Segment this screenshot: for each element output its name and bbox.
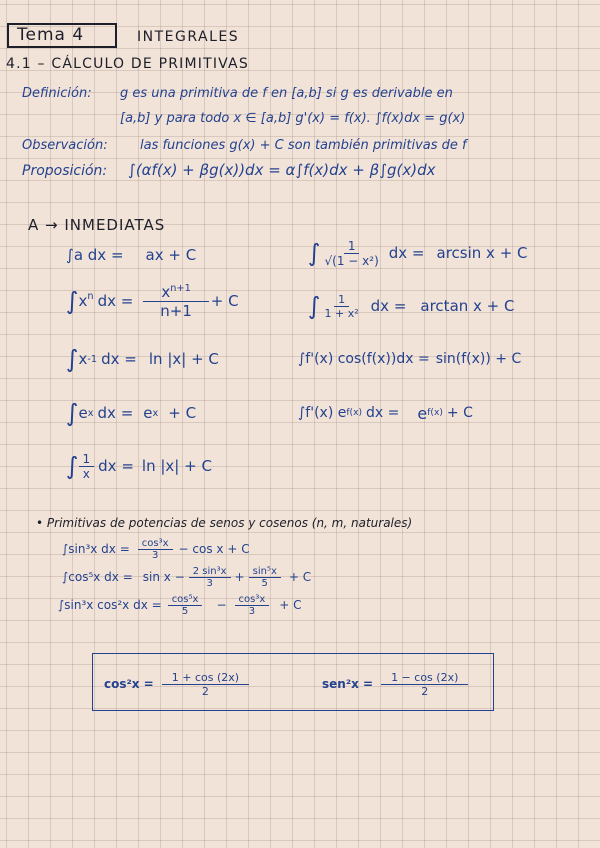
- powers-row2-a: sin x −: [142, 570, 185, 584]
- powers-row3: [58, 590, 302, 620]
- arctan-fraction: [321, 293, 363, 320]
- sen-squared-lhs: sen²x =: [322, 677, 374, 691]
- formula-arcsin: [308, 230, 528, 276]
- exp-composite-lhs: ∫f'(x) e: [298, 405, 347, 421]
- powers-row2-fraction1: [189, 566, 231, 589]
- powers-row3-tail: + C: [279, 598, 302, 612]
- one-over-x-fraction: [79, 452, 95, 481]
- exp-exp: x: [87, 407, 94, 419]
- power-num-base: x: [161, 282, 171, 301]
- powers-row3-den2: 3: [248, 605, 256, 617]
- powers-row2-num1: 2 sin³x: [189, 566, 231, 578]
- arcsin-dx: dx =: [388, 244, 425, 262]
- arcsin-fraction: [321, 239, 383, 268]
- powers-row2-plus: +: [234, 570, 245, 584]
- power-dx: dx =: [97, 292, 134, 310]
- definition-line1: g es una primitiva de f en [a,b] si g es derivable en: [120, 86, 453, 101]
- formula-cos-composite: [298, 342, 521, 376]
- formula-constant: [66, 240, 196, 270]
- integral-sign: ∫: [308, 292, 321, 320]
- immediate-heading: A → INMEDIATAS: [28, 216, 166, 234]
- cos-composite-rhs: sin(f(x)) + C: [435, 351, 522, 367]
- recip-exp: -1: [87, 353, 98, 365]
- powers-row3-minus: −: [216, 598, 227, 612]
- formula-constant-lhs: ∫a dx =: [66, 246, 124, 264]
- proposition-text: ∫(αf(x) + βg(x))dx = α∫f(x)dx + β∫g(x)dx: [128, 161, 436, 179]
- recip-dx: dx =: [101, 350, 137, 368]
- integral-sign: ∫: [66, 345, 79, 373]
- arcsin-den: √(1 − x²): [324, 253, 379, 268]
- powers-row1: [62, 534, 250, 564]
- exp-composite-rhs-tail: + C: [446, 405, 473, 421]
- identity-sen-squared: [322, 664, 468, 704]
- cos-squared-lhs: cos²x =: [104, 677, 154, 691]
- formula-arctan: [308, 284, 515, 328]
- exp-base: e: [78, 404, 88, 422]
- powers-row2-den2: 5: [261, 577, 268, 589]
- formula-constant-rhs: ax + C: [145, 246, 197, 264]
- exp-rhs-tail: + C: [168, 404, 197, 422]
- cos-composite-lhs: ∫f'(x) cos(f(x))dx =: [298, 351, 430, 367]
- power-tail: + C: [210, 292, 239, 310]
- formula-reciprocal-power: [66, 342, 219, 376]
- tema-title-box: [7, 23, 117, 48]
- exp-composite-dx: dx =: [366, 405, 400, 421]
- exp-composite-rhs-base: e: [417, 403, 428, 423]
- powers-row2-tail: + C: [288, 570, 312, 584]
- exp-composite-rhs-exp: f(x): [427, 408, 443, 418]
- integral-sign: ∫: [66, 452, 79, 480]
- powers-row3-lhs: ∫sin³x cos²x dx =: [58, 598, 162, 612]
- exp-dx: dx =: [97, 404, 134, 422]
- power-fraction: [143, 283, 208, 320]
- formula-one-over-x: [66, 446, 212, 486]
- recip-base: x: [78, 350, 88, 368]
- observation-label: Observación:: [22, 138, 108, 153]
- one-over-x-dx: dx =: [98, 457, 134, 475]
- cos-squared-num: 1 + cos (2x): [162, 671, 249, 685]
- powers-row1-num: cos³x: [138, 538, 173, 550]
- powers-heading: • Primitivas de potencias de senos y cosenos (n, m, naturales): [36, 516, 413, 530]
- arctan-den: 1 + x²: [324, 306, 359, 320]
- identity-cos-squared: [104, 664, 249, 704]
- power-exp: n: [87, 290, 94, 302]
- one-over-x-num: 1: [79, 452, 95, 467]
- tema-title: Tema 4: [17, 25, 85, 45]
- definition-label: Definición:: [22, 86, 92, 101]
- formula-exponential: [66, 396, 196, 430]
- powers-row3-num1: cos⁵x: [168, 594, 203, 606]
- powers-row3-den1: 5: [181, 605, 189, 617]
- formula-power: [66, 276, 239, 326]
- arctan-num: 1: [334, 293, 349, 307]
- powers-row2-lhs: ∫cos⁵x dx =: [62, 570, 133, 584]
- cos-squared-fraction: [162, 671, 249, 698]
- sen-squared-fraction: [381, 671, 468, 698]
- recip-rhs: ln |x| + C: [148, 350, 219, 368]
- powers-row1-lhs: ∫sin³x dx =: [62, 542, 130, 556]
- powers-row2: [62, 562, 311, 592]
- integral-sign: ∫: [308, 239, 321, 267]
- cos-squared-den: 2: [201, 684, 209, 698]
- arctan-rhs: arctan x + C: [420, 297, 515, 315]
- definition-line2: [a,b] y para todo x ∈ [a,b] g'(x) = f(x). ∫f(x)dx = g(x): [120, 111, 466, 126]
- power-den: n+1: [160, 301, 192, 320]
- exp-rhs-exp: x: [152, 407, 159, 419]
- sen-squared-num: 1 − cos (2x): [381, 671, 468, 685]
- powers-row2-num2: sin⁵x: [249, 566, 281, 578]
- powers-row2-fraction2: [249, 566, 281, 589]
- power-base: x: [78, 292, 88, 310]
- subject-title: INTEGRALES: [137, 29, 240, 45]
- powers-row1-den: 3: [151, 549, 159, 561]
- arctan-dx: dx =: [370, 297, 407, 315]
- arcsin-num: 1: [344, 239, 360, 254]
- integral-sign: ∫: [66, 399, 79, 427]
- section-title: 4.1 – CÁLCULO DE PRIMITIVAS: [6, 56, 249, 72]
- exp-rhs-base: e: [143, 404, 153, 422]
- powers-row3-num2: cos³x: [235, 594, 270, 606]
- exp-composite-lhs-exp: f(x): [346, 408, 363, 418]
- powers-row3-fraction1: [168, 594, 203, 617]
- powers-row2-den1: 3: [206, 577, 213, 589]
- integral-sign: ∫: [66, 287, 79, 315]
- power-num-exp: n+1: [170, 282, 191, 294]
- one-over-x-den: x: [82, 466, 90, 481]
- powers-row1-fraction: [138, 538, 173, 561]
- proposition-label: Proposición:: [22, 163, 108, 179]
- arcsin-rhs: arcsin x + C: [436, 244, 528, 262]
- observation-text: las funciones g(x) + C son también primitivas de f: [140, 138, 467, 153]
- powers-row1-tail: − cos x + C: [178, 542, 250, 556]
- powers-row3-fraction2: [235, 594, 270, 617]
- one-over-x-rhs: ln |x| + C: [141, 457, 212, 475]
- sen-squared-den: 2: [421, 684, 429, 698]
- formula-exp-composite: [298, 396, 473, 430]
